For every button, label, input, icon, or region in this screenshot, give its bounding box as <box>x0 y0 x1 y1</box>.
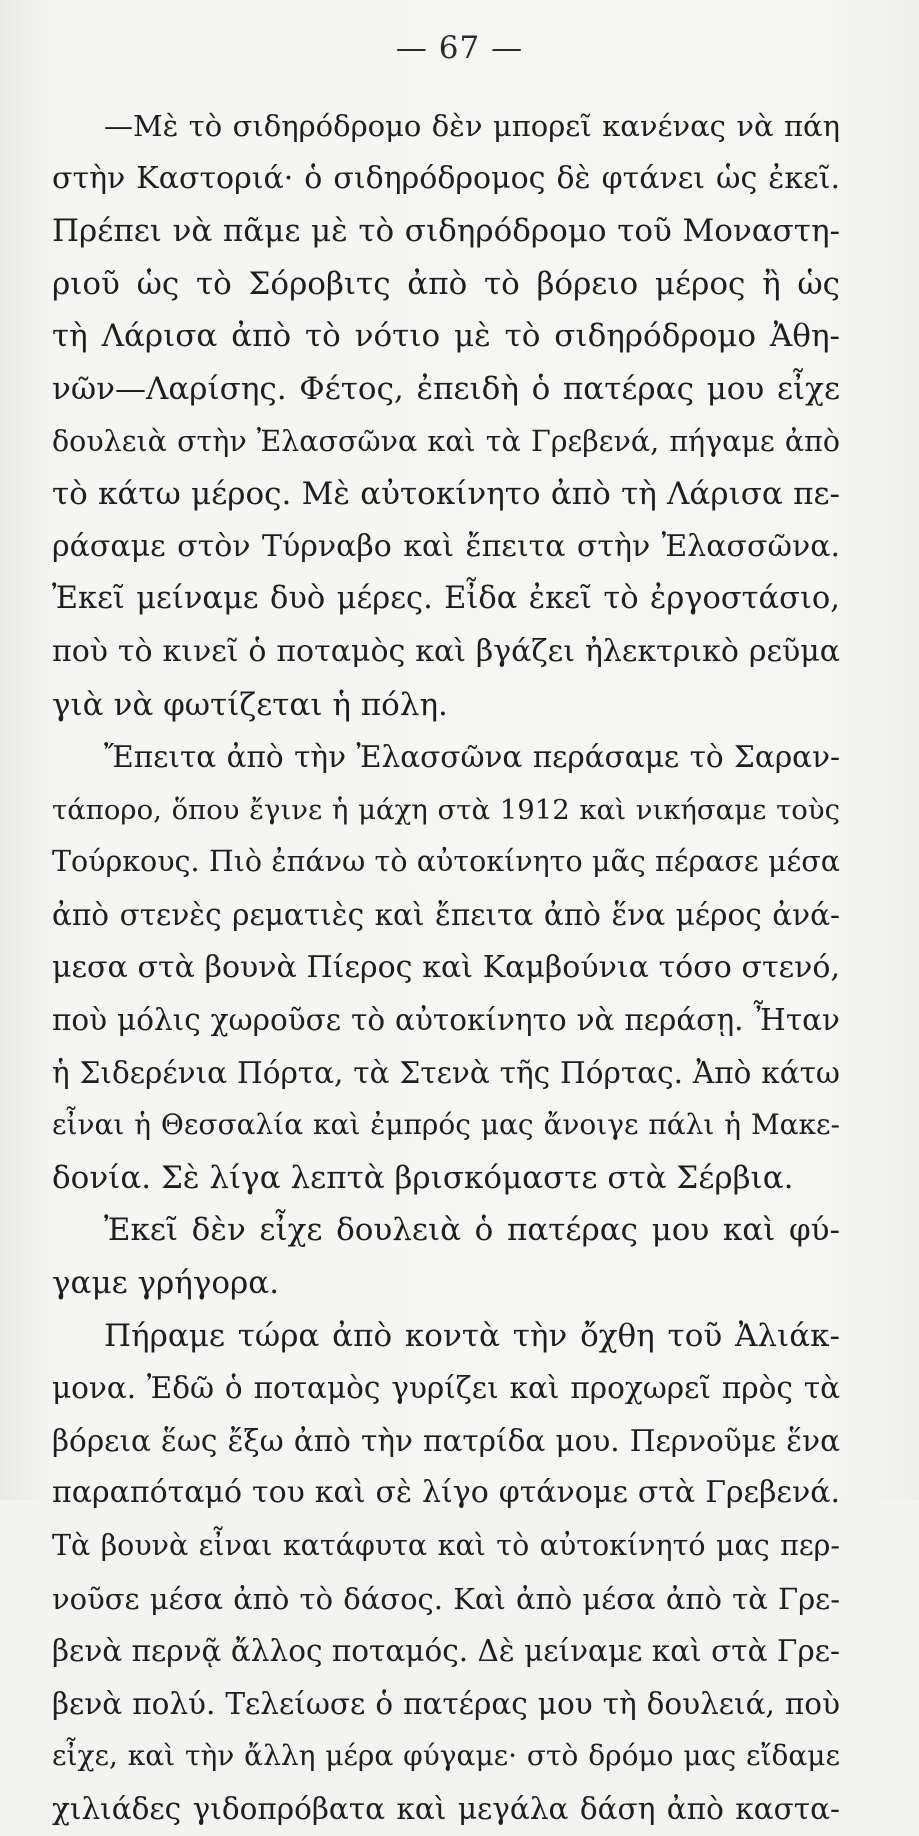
text-line: τὴ Λάρισα ἀπὸ τὸ νότιο μὲ τὸ σιδηρόδρομο Ἀθη- <box>52 318 840 355</box>
text-line: Ἐκεῖ δὲν εἶχε δουλειὰ ὁ πατέρας μου καὶ φύ- <box>104 1212 840 1249</box>
text-line: τάπορο, ὅπου ἔγινε ἡ μάχη στὰ 1912 καὶ νικήσαμε τοὺς <box>52 793 840 826</box>
text-line: γαμε γρήγορα. <box>52 1265 280 1302</box>
text-line: Ἔπειτα ἀπὸ τὴν Ἐλασσῶνα περάσαμε τὸ Σαραν- <box>104 740 840 775</box>
text-line: ριοῦ ὡς τὸ Σόροβιτς ἀπὸ τὸ βόρειο μέρος ἢ ὡς <box>52 265 840 302</box>
text-line: Τούρκους. Πιὸ ἐπάνω τὸ αὐτοκίνητο μᾶς πέρασε μέσα <box>52 845 840 879</box>
text-line: γιὰ νὰ φωτίζεται ἡ πόλη. <box>52 686 448 723</box>
text-line: βενὰ περνᾷ ἄλλος ποταμός. Δὲ μείναμε καὶ στὰ Γρε- <box>52 1634 840 1669</box>
text-line: παραπόταμό του καὶ σὲ λίγο φτάνομε στὰ Γρεβενά. <box>52 1475 840 1511</box>
text-line: ράσαμε στὸν Τύρναβο καὶ ἔπειτα στὴν Ἐλασσῶνα. <box>52 528 840 564</box>
text-line: ἡ Σιδερένια Πόρτα, τὰ Στενὰ τῆς Πόρτας. Ἀπὸ κάτω <box>52 1055 840 1090</box>
text-line: βόρεια ἕως ἔξω ἀπὸ τὴν πατρίδα μου. Περνοῦμε ἕνα <box>52 1423 840 1458</box>
text-line: Πήραμε τώρα ἀπὸ κοντὰ τὴν ὄχθη τοῦ Ἀλιάκ- <box>104 1317 840 1354</box>
text-line: Τὰ βουνὰ εἶναι κατάφυτα καὶ τὸ αὐτοκίνητό μας περ- <box>52 1529 840 1563</box>
text-line: χιλιάδες γιδοπρόβατα καὶ μεγάλα δάση ἀπὸ καστα- <box>52 1792 840 1826</box>
text-line: —Μὲ τὸ σιδηρόδρομο δὲν μπορεῖ κανένας νὰ πάη <box>104 109 840 143</box>
text-line: ποὺ μόλις χωροῦσε τὸ αὐτοκίνητο νὰ περάσῃ. Ἦταν <box>52 1003 840 1038</box>
text-line: εἶναι ἡ Θεσσαλία καὶ ἐμπρός μας ἄνοιγε πάλι ἡ Μακε- <box>52 1108 840 1142</box>
body-text <box>52 100 840 1836</box>
text-line: στὴν Καστοριά· ὁ σιδηρόδρομος δὲ φτάνει ὡς ἐκεῖ. <box>52 160 840 196</box>
text-line: ἀπὸ στενὲς ρεματιὲς καὶ ἔπειτα ἀπὸ ἕνα μέρος ἀνά- <box>52 897 840 932</box>
text-line: εἶχε, καὶ τὴν ἄλλη μέρα φύγαμε· στὸ δρόμο μας εἴδαμε <box>52 1739 840 1773</box>
text-line: βενὰ πολύ. Τελείωσε ὁ πατέρας μου τὴ δουλειά, ποὺ <box>52 1686 840 1721</box>
page-number: — 67 — <box>395 30 524 66</box>
text-line: νῶν—Λαρίσης. Φέτος, ἐπειδὴ ὁ πατέρας μου εἶχε <box>52 370 840 407</box>
text-line: δονία. Σὲ λίγα λεπτὰ βρισκόμαστε στὰ Σέρβια. <box>52 1159 794 1196</box>
text-line: νοῦσε μέσα ἀπὸ τὸ δάσος. Καὶ ἀπὸ μέσα ἀπὸ τὰ Γρε- <box>52 1581 840 1616</box>
text-line: μεσα στὰ βουνὰ Πίερος καὶ Καμβούνια τόσο στενό, <box>52 949 840 985</box>
text-line: ποὺ τὸ κινεῖ ὁ ποταμὸς καὶ βγάζει ἠλεκτρικὸ ρεῦμα <box>52 633 840 669</box>
text-line: μονα. Ἐδῶ ὁ ποταμὸς γυρίζει καὶ προχωρεῖ πρὸς τὰ <box>52 1371 840 1406</box>
text-line: τὸ κάτω μέρος. Μὲ αὐτοκίνητο ἀπὸ τὴ Λάρισα πε- <box>52 476 840 513</box>
text-line: Ἐκεῖ μείναμε δυὸ μέρες. Εἶδα ἐκεῖ τὸ ἐργοστάσιο, <box>52 581 840 617</box>
text-line: δουλειὰ στὴν Ἐλασσῶνα καὶ τὰ Γρεβενά, πήγαμε ἀπὸ <box>52 424 840 458</box>
text-line: Πρέπει νὰ πᾶμε μὲ τὸ σιδηρόδρομο τοῦ Μοναστη- <box>52 213 840 250</box>
